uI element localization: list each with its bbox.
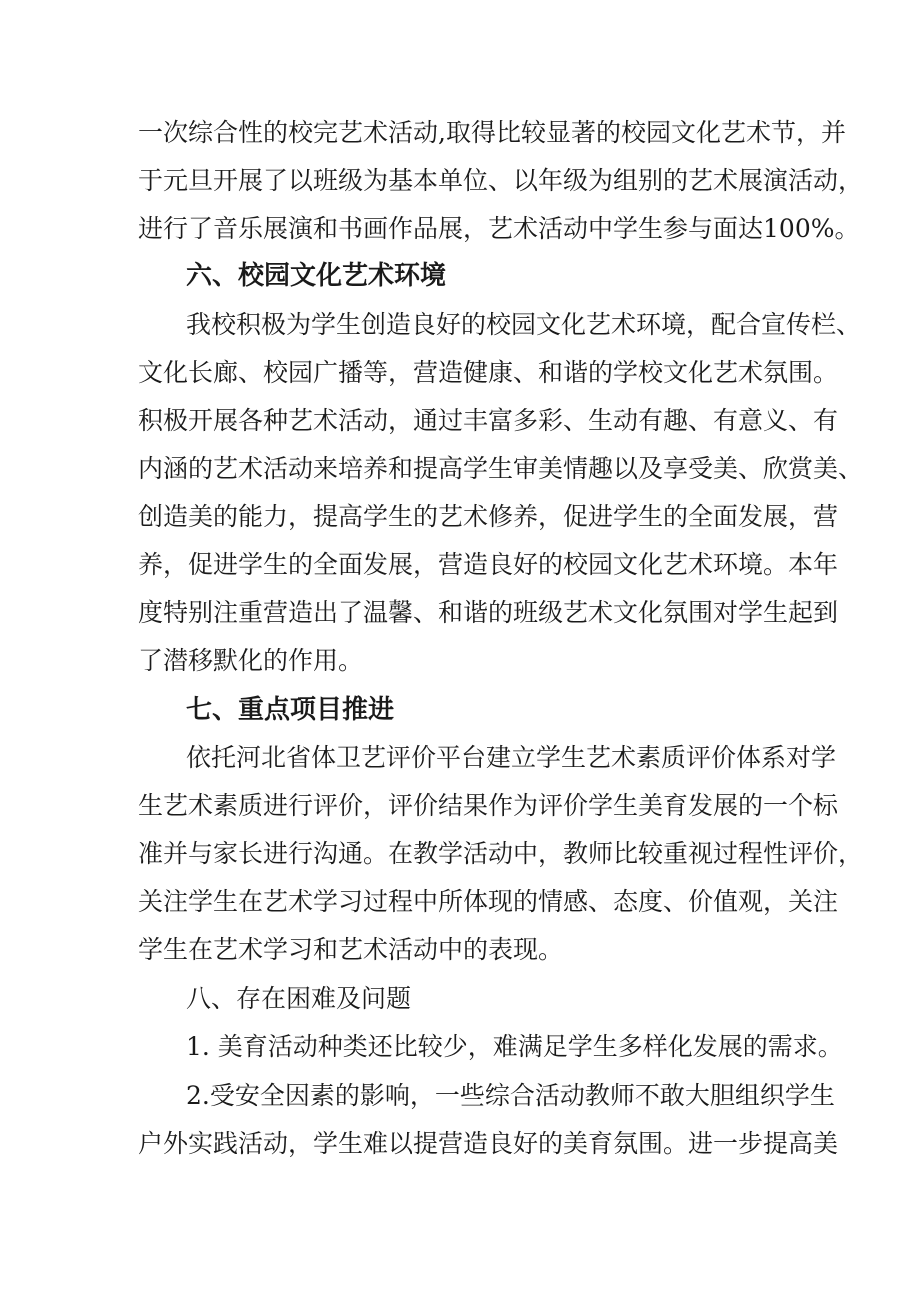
para2-line-8: 了潜移默化的作用。 xyxy=(138,646,364,675)
para2-line-3: 积极开展各种艺术活动，通过丰富多彩、生动有趣、有意义、有 xyxy=(138,406,839,435)
list-item-1: 1. 美育活动种类还比较少，难满足学生多样化发展的需求。 xyxy=(186,1032,843,1061)
para3-line-3: 准并与家长进行沟通。在教学活动中，教师比较重视过程性评价， xyxy=(138,839,864,868)
section-heading-7: 七、重点项目推进 xyxy=(186,695,395,725)
section-heading-8: 八、存在困难及问题 xyxy=(186,984,412,1013)
para3-line-2: 生艺术素质进行评价，评价结果作为评价学生美育发展的一个标 xyxy=(138,791,839,820)
para2-line-2: 文化长廊、校园广播等，营造健康、和谐的学校文化艺术氛围。 xyxy=(138,358,839,387)
para3-line-5: 学生在艺术学习和艺术活动中的表现。 xyxy=(138,935,564,964)
para2-line-1: 我校积极为学生创造良好的校园文化艺术环境，配合宣传栏、 xyxy=(186,310,862,339)
list-item-2-line-1: 2.受安全因素的影响，一些综合活动教师不敢大胆组织学生 xyxy=(186,1081,835,1110)
para2-line-7: 度特别注重营造出了温馨、和谐的班级艺术文化氛围对学生起到 xyxy=(138,598,839,627)
section-heading-6: 六、校园文化艺术环境 xyxy=(186,261,447,291)
para2-line-5: 创造美的能力，提高学生的艺术修养，促进学生的全面发展，营 xyxy=(138,502,839,531)
para2-line-6: 养，促进学生的全面发展，营造良好的校园文化艺术环境。本年 xyxy=(138,550,839,579)
list-item-2-line-2: 户外实践活动，学生难以提营造良好的美育氛围。进一步提高美 xyxy=(138,1129,839,1158)
para3-line-4: 关注学生在艺术学习过程中所体现的情感、态度、价值观，关注 xyxy=(138,887,839,916)
para3-line-1: 依托河北省体卫艺评价平台建立学生艺术素质评价体系对学 xyxy=(186,743,837,772)
para1-line-3: 进行了音乐展演和书画作品展，艺术活动中学生参与面达100%。 xyxy=(138,214,860,243)
para1-line-2: 于元旦开展了以班级为基本单位、以年级为组别的艺术展演活动， xyxy=(138,166,864,195)
para2-line-4: 内涵的艺术活动来培养和提高学生审美情趣以及享受美、欣赏美、 xyxy=(138,454,864,483)
para1-line-1: 一次综合性的校完艺术活动,取得比较显著的校园文化艺术节，并 xyxy=(138,118,846,147)
